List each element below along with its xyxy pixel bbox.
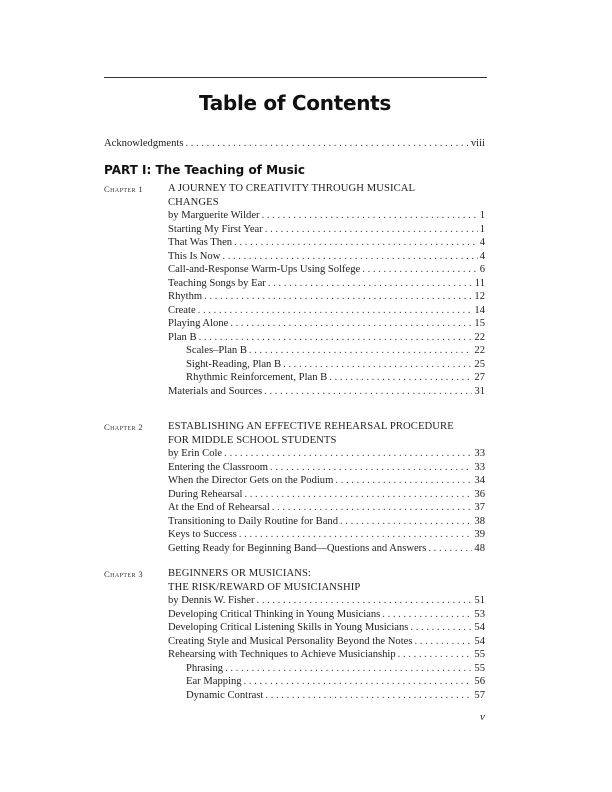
entry-page: 57 [474,689,485,701]
entry-page: 37 [474,502,485,513]
toc-entry[interactable] [186,344,485,358]
chapter-label: Chapter 1 [104,184,144,194]
chapter-title-line: THE RISK/REWARD OF MUSICIANSHIP [168,581,361,593]
entry-label: Entering the Classroom [168,461,269,473]
entry-label: by Erin Cole [168,448,223,459]
entry-page: 14 [474,304,485,316]
entry-label: Keys to Success [168,529,237,540]
leader-dots [340,515,472,529]
toc-entry[interactable] [168,209,485,223]
toc-entry[interactable] [168,461,485,475]
top-rule [104,77,487,78]
leader-dots [234,236,478,250]
toc-entry[interactable] [168,250,485,264]
toc-entry[interactable] [168,317,485,331]
leader-dots [225,662,472,676]
leader-dots [329,371,472,385]
entry-page: 34 [474,475,485,486]
entry-page: 25 [474,358,485,370]
entry-label: Ear Mapping [186,676,242,687]
entry-page: 6 [479,264,485,275]
entry-label: Phrasing [186,662,224,674]
entry-page: 4 [479,237,485,248]
toc-entry[interactable] [186,675,485,689]
leader-dots [185,137,468,151]
entry-label: Rhythmic Reinforcement, Plan B [186,372,328,383]
entry-page: 36 [474,488,485,500]
entry-page: 22 [474,331,485,343]
toc-entry[interactable] [168,263,485,277]
leader-dots [199,331,473,345]
leader-dots [198,304,473,318]
entry-label: by Marguerite Wilder [168,210,260,221]
entry-page: 39 [474,529,485,540]
leader-dots [264,385,472,399]
entry-label: When the Director Gets on the Podium [168,475,334,486]
leader-dots [268,277,473,291]
toc-entry[interactable] [168,447,485,461]
entry-page: viii [470,138,485,149]
leader-dots [382,608,472,622]
entry-page: 4 [479,250,485,262]
leader-dots [224,447,472,461]
chapter-title-line: FOR MIDDLE SCHOOL STUDENTS [168,434,337,446]
toc-entry[interactable] [168,648,485,662]
toc-entry[interactable] [168,635,485,649]
entry-page: 48 [474,542,485,554]
entry-label: This Is Now [168,250,221,262]
toc-entry[interactable] [186,689,485,703]
toc-entry[interactable] [168,474,485,488]
leader-dots [257,594,473,608]
toc-entry[interactable] [168,528,485,542]
chapter-label: Chapter 3 [104,569,144,579]
entry-page: 1 [479,223,485,235]
entry-page: 1 [479,210,485,221]
toc-entry[interactable] [186,371,485,385]
leader-dots [270,461,472,475]
entry-label: That Was Then [168,237,233,248]
entry-label: Creating Style and Musical Personality Beyond the Notes [168,635,413,647]
leader-dots [222,250,477,264]
entry-page: 51 [474,595,485,606]
leader-dots [335,474,472,488]
chapter-title-line: ESTABLISHING AN EFFECTIVE REHEARSAL PROCEDURE [168,421,454,432]
entry-label: Plan B [168,331,197,343]
chapter-title-line: A JOURNEY TO CREATIVITY THROUGH MUSICAL [168,183,416,194]
part-heading: PART I: The Teaching of Music [104,163,305,177]
leader-dots [204,290,472,304]
entry-label: Call-and-Response Warm-Ups Using Solfege [168,264,361,275]
entry-label: Sight-Reading, Plan B [186,358,282,370]
page-title: Table of Contents [198,91,392,115]
entry-label: During Rehearsal [168,488,243,500]
entry-page: 54 [474,622,485,633]
entry-label: by Dennis W. Fisher [168,595,255,606]
entry-label: Materials and Sources [168,385,263,397]
toc-entry[interactable] [168,621,485,635]
entry-label: Scales–Plan B [186,345,247,356]
entry-label: Teaching Songs by Ear [168,277,266,289]
entry-page: 55 [474,662,485,674]
toc-entry[interactable] [168,501,485,515]
toc-entry[interactable] [168,236,485,250]
leader-dots [362,263,477,277]
toc-entry[interactable] [168,608,485,622]
chapter-label: Chapter 2 [104,422,144,432]
leader-dots [410,621,472,635]
leader-dots [428,542,472,556]
entry-page: 31 [474,385,485,397]
entry-label: Acknowledgments [104,138,184,149]
entry-page: 12 [474,291,485,302]
leader-dots [272,501,473,515]
toc-entry[interactable] [168,515,485,529]
toc-entry[interactable] [168,223,485,237]
leader-dots [230,317,472,331]
entry-label: Starting My First Year [168,223,263,235]
entry-label: Transitioning to Daily Routine for Band [168,515,338,527]
entry-page: 56 [474,676,485,687]
toc-entry[interactable] [168,290,485,304]
leader-dots [244,675,473,689]
entry-page: 38 [474,515,485,527]
entry-label: Developing Critical Thinking in Young Musicians [168,608,381,620]
toc-entry[interactable] [168,488,485,502]
entry-label: Playing Alone [168,318,229,329]
leader-dots [265,689,472,703]
page-number: v [480,711,485,723]
entry-label: Developing Critical Listening Skills in Young Musicians [168,622,409,633]
toc-entry[interactable] [168,594,485,608]
entry-label: Rehearsing with Techniques to Achieve Musicianship [168,649,396,660]
toc-entry[interactable] [186,358,485,372]
toc-entry[interactable] [168,277,485,291]
toc-entry[interactable] [168,542,485,556]
leader-dots [244,488,472,502]
entry-label: Dynamic Contrast [186,689,264,701]
entry-page: 55 [474,649,485,660]
entry-label: At the End of Rehearsal [168,502,270,513]
entry-page: 22 [474,345,485,356]
chapter-title-line: CHANGES [168,196,219,208]
entry-label: Getting Ready for Beginning Band—Questions and Answers [168,542,427,554]
entry-page: 11 [474,277,485,289]
leader-dots [249,344,472,358]
toc-entry[interactable] [168,331,485,345]
entry-page: 15 [474,318,485,329]
leader-dots [415,635,473,649]
leader-dots [262,209,478,223]
toc-entry[interactable] [168,385,485,399]
leader-dots [239,528,473,542]
entry-page: 53 [474,608,485,620]
entry-label: Create [168,304,196,316]
leader-dots [398,648,473,662]
leader-dots [265,223,478,237]
entry-page: 27 [474,372,485,383]
entry-page: 33 [474,461,485,473]
toc-entry[interactable] [186,662,485,676]
entry-label: Rhythm [168,291,203,302]
entry-page: 33 [474,448,485,459]
chapter-title-line: BEGINNERS OR MUSICIANS: [168,568,311,579]
toc-entry-acknowledgments[interactable] [104,137,485,151]
toc-entry[interactable] [168,304,485,318]
entry-page: 54 [474,635,485,647]
leader-dots [283,358,472,372]
